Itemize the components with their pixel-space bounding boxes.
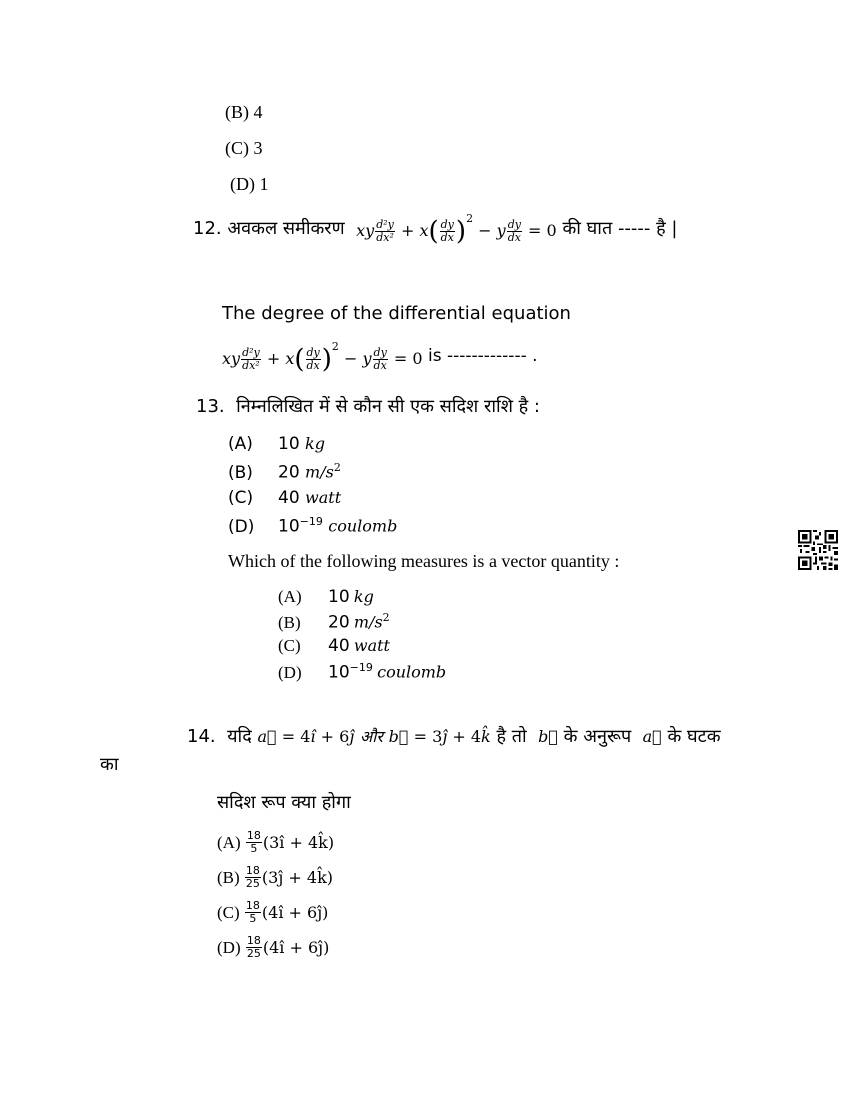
q12-equation-hindi: xy $\frac{\text{d²y}}{\text{dx²}}$ + x( $\frac{dy}{dx}$ )$^2$ − y $\frac{dy}{dx}$ = 0 [356,212,557,247]
option-unit: watt [305,488,342,507]
option-label: (B) [278,612,301,632]
q13-hindi-option-a [228,434,325,454]
option-unit: m/s [353,612,383,632]
q13-hindi-line [196,394,540,418]
option-number: 10 [328,587,350,607]
q13-english-text: Which of the following measures is a vector quantity : [228,551,620,571]
q12-hindi-line [193,212,678,247]
q14-vector-b: b⃗ [538,727,558,746]
q12-english-suffix: is ------------- . [427,346,538,366]
option-label: (C) [217,902,240,922]
q14-vector-b-def: b⃗ = 3ĵ + 4k̂ [388,727,491,746]
option-label: (A) [217,832,241,852]
q13-hindi-option-d [228,515,397,537]
option-number: 20 [328,612,350,633]
q12-hindi-prefix: अवकल समीकरण [227,218,345,239]
q14-hindi-line [187,724,721,748]
option-exponent: −19 [349,661,373,674]
option-expression: (4î + 6ĵ) [262,938,330,957]
option-label: (C) [228,488,254,508]
option-label: (B) [217,867,240,887]
q12-equation-english: xy $\frac{\text{d²y}}{\text{dx²}}$ + x( $\frac{dy}{dx}$ )$^2$ − y $\frac{dy}{dx}$ = 0 [222,340,423,375]
option-label: (D) [278,662,302,682]
option-label: (D) [217,937,241,957]
option-fraction: $\frac{18}{5}$ [246,829,261,855]
q14-hindi-line2: सदिश रूप क्या होगा [217,792,351,813]
q13-english-option-a [278,587,374,607]
option-expression: (3ĵ + 4k̂) [261,868,333,887]
option-exponent: −19 [299,515,323,528]
option-fraction: $\frac{18}{25}$ [246,934,261,960]
option-number: 10 [278,516,300,537]
q12-number: 12. [193,217,222,239]
q13-hindi-text: निम्नलिखित में से कौन सी एक सदिश राशि है : [236,396,540,417]
qr-code-icon [798,530,838,570]
q14-hindi-component: के घटक [667,726,721,747]
q14-vector-a-def: a⃗ = 4î + 6ĵ [257,727,355,746]
q14-hindi-if: यदि [227,726,252,747]
option-label: (A) [228,434,253,454]
q13-english-option-b [278,611,390,633]
q14-option-d [217,935,329,960]
option-unit: coulomb [377,662,447,682]
q11-option-d: (D) 1 [230,174,269,194]
option-unit: kg [305,434,325,453]
q12-hindi-suffix: की घात ----- है | [562,218,678,239]
q14-hindi-mid: है तो [496,726,527,747]
q13-english-option-d [278,661,446,683]
q14-vector-a: a⃗ [642,727,662,746]
option-fraction: $\frac{18}{25}$ [245,864,260,890]
option-fraction: $\frac{18}{5}$ [245,899,260,925]
option-unit: coulomb [328,516,398,536]
q13-hindi-option-c [228,488,341,508]
q14-hindi-along: के अनुरूप [563,726,632,747]
option-expression: (3î + 4k̂) [262,833,335,852]
q12-english-text: The degree of the differential equation [222,303,571,324]
q11-option-c: (C) 3 [225,138,263,158]
option-number: 40 [278,488,300,508]
option-label: (D) [228,516,255,537]
option-number: 10 [328,662,350,683]
option-unit: watt [353,636,390,655]
q14-option-c [217,900,328,925]
option-label: (A) [278,587,302,606]
q13-hindi-option-b [228,461,341,483]
option-expression: (4î + 6ĵ) [261,903,329,922]
q14-option-b [217,865,333,890]
option-exponent: 2 [382,611,390,624]
option-number: 40 [328,636,350,656]
q14-hindi-wrap: का [100,754,119,775]
option-unit: m/s [305,462,334,482]
q12-english-line [222,340,538,375]
option-label: (C) [278,636,301,655]
q14-hindi-and: और [360,727,383,746]
q14-option-a [217,830,334,855]
option-number: 20 [278,462,300,483]
option-number: 10 [278,434,300,454]
option-exponent: 2 [333,461,341,474]
q14-number: 14. [187,726,216,747]
option-label: (B) [228,462,253,483]
q11-option-b: (B) 4 [225,102,263,122]
q13-number: 13. [196,396,225,417]
q13-english-option-c [278,636,390,656]
option-unit: kg [353,587,374,606]
